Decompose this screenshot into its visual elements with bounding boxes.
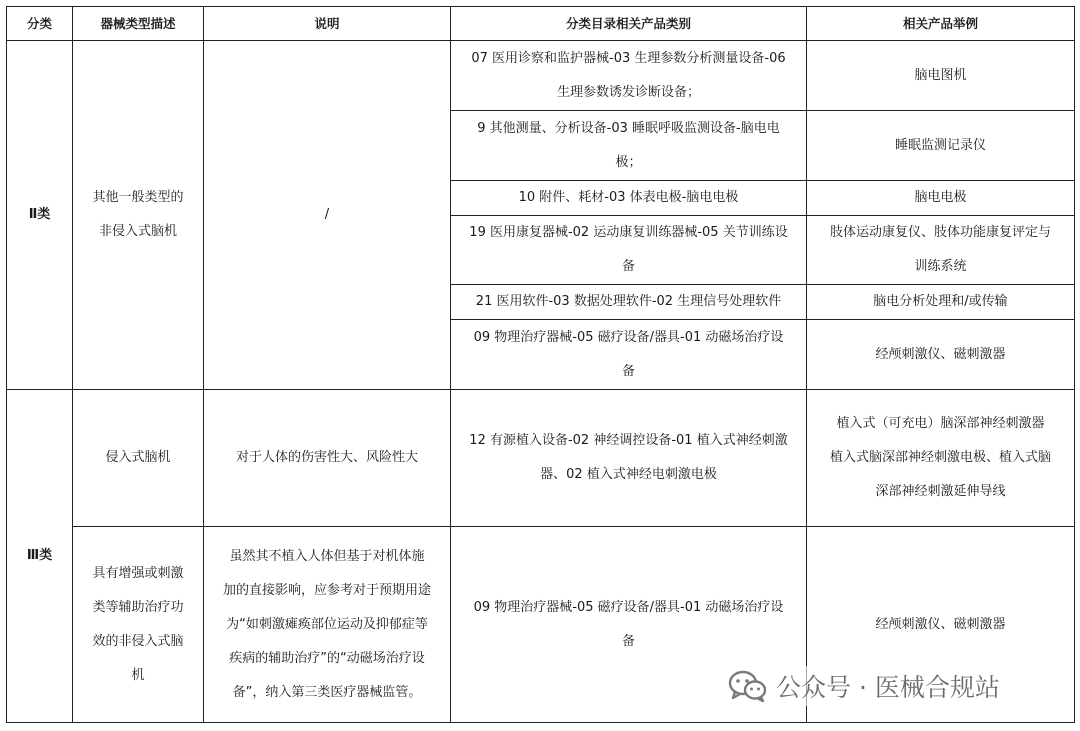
table-header-row [7,7,1075,41]
example-cell: 肢体运动康复仪、肢体功能康复评定与 训练系统 [807,216,1075,285]
catalog-cell: 21 医用软件-03 数据处理软件-02 生理信号处理软件 [451,285,807,320]
example-cell: 睡眠监测记录仪 [807,111,1075,181]
header-category: 分类 [7,7,73,41]
catalog-cell: 09 物理治疗器械-05 磁疗设备/器具-01 动磁场治疗设 备 [451,320,807,390]
catalog-cell: 9 其他测量、分析设备-03 睡眠呼吸监测设备-脑电电 极； [451,111,807,181]
device-type-cell: 具有增强或刺激 类等辅助治疗功 效的非侵入式脑 机 [73,527,204,723]
note-cell: 虽然其不植入人体但基于对机体施 加的直接影响，应参考对于预期用途 为“如刺激瘫痪部位运动及抑郁症等 疾病的辅助治疗”的“动磁场治疗设 备”，纳入第三类医疗器械监管。 [204,527,451,723]
watermark [724,666,1004,706]
table-row [7,41,1075,111]
class-label: Ⅱ类 [7,41,73,390]
classification-table [6,6,1075,723]
catalog-cell: 10 附件、耗材-03 体表电极-脑电电极 [451,181,807,216]
header-product-examples: 相关产品举例 [807,7,1075,41]
catalog-cell: 12 有源植入设备-02 神经调控设备-01 植入式神经刺激 器、02 植入式神经电刺激电极 [451,390,807,527]
watermark-text: 公众号 · 医械合规站 [776,673,1000,702]
header-device-type: 器械类型描述 [73,7,204,41]
device-type-cell: 其他一般类型的 非侵入式脑机 [73,41,204,390]
example-cell: 经颅刺激仪、磁刺激器 [807,320,1075,390]
header-note: 说明 [204,7,451,41]
class-label: Ⅲ类 [7,390,73,723]
header-catalog-category: 分类目录相关产品类别 [451,7,807,41]
device-type-cell: 侵入式脑机 [73,390,204,527]
catalog-cell: 19 医用康复器械-02 运动康复训练器械-05 关节训练设 备 [451,216,807,285]
catalog-cell: 07 医用诊察和监护器械-03 生理参数分析测量设备-06 生理参数诱发诊断设备； [451,41,807,111]
note-cell: / [204,41,451,390]
example-cell: 脑电分析处理和/或传输 [807,285,1075,320]
example-cell: 经颅刺激仪、磁刺激器 [807,527,1075,723]
example-cell: 植入式（可充电）脑深部神经刺激器 植入式脑深部神经刺激电极、植入式脑 深部神经刺激延伸导线 [807,390,1075,527]
note-cell: 对于人体的伤害性大、风险性大 [204,390,451,527]
wechat-icon [728,669,768,703]
example-cell: 脑电图机 [807,41,1075,111]
catalog-cell: 09 物理治疗器械-05 磁疗设备/器具-01 动磁场治疗设 备 [451,527,807,723]
table-row [7,390,1075,527]
example-cell: 脑电电极 [807,181,1075,216]
